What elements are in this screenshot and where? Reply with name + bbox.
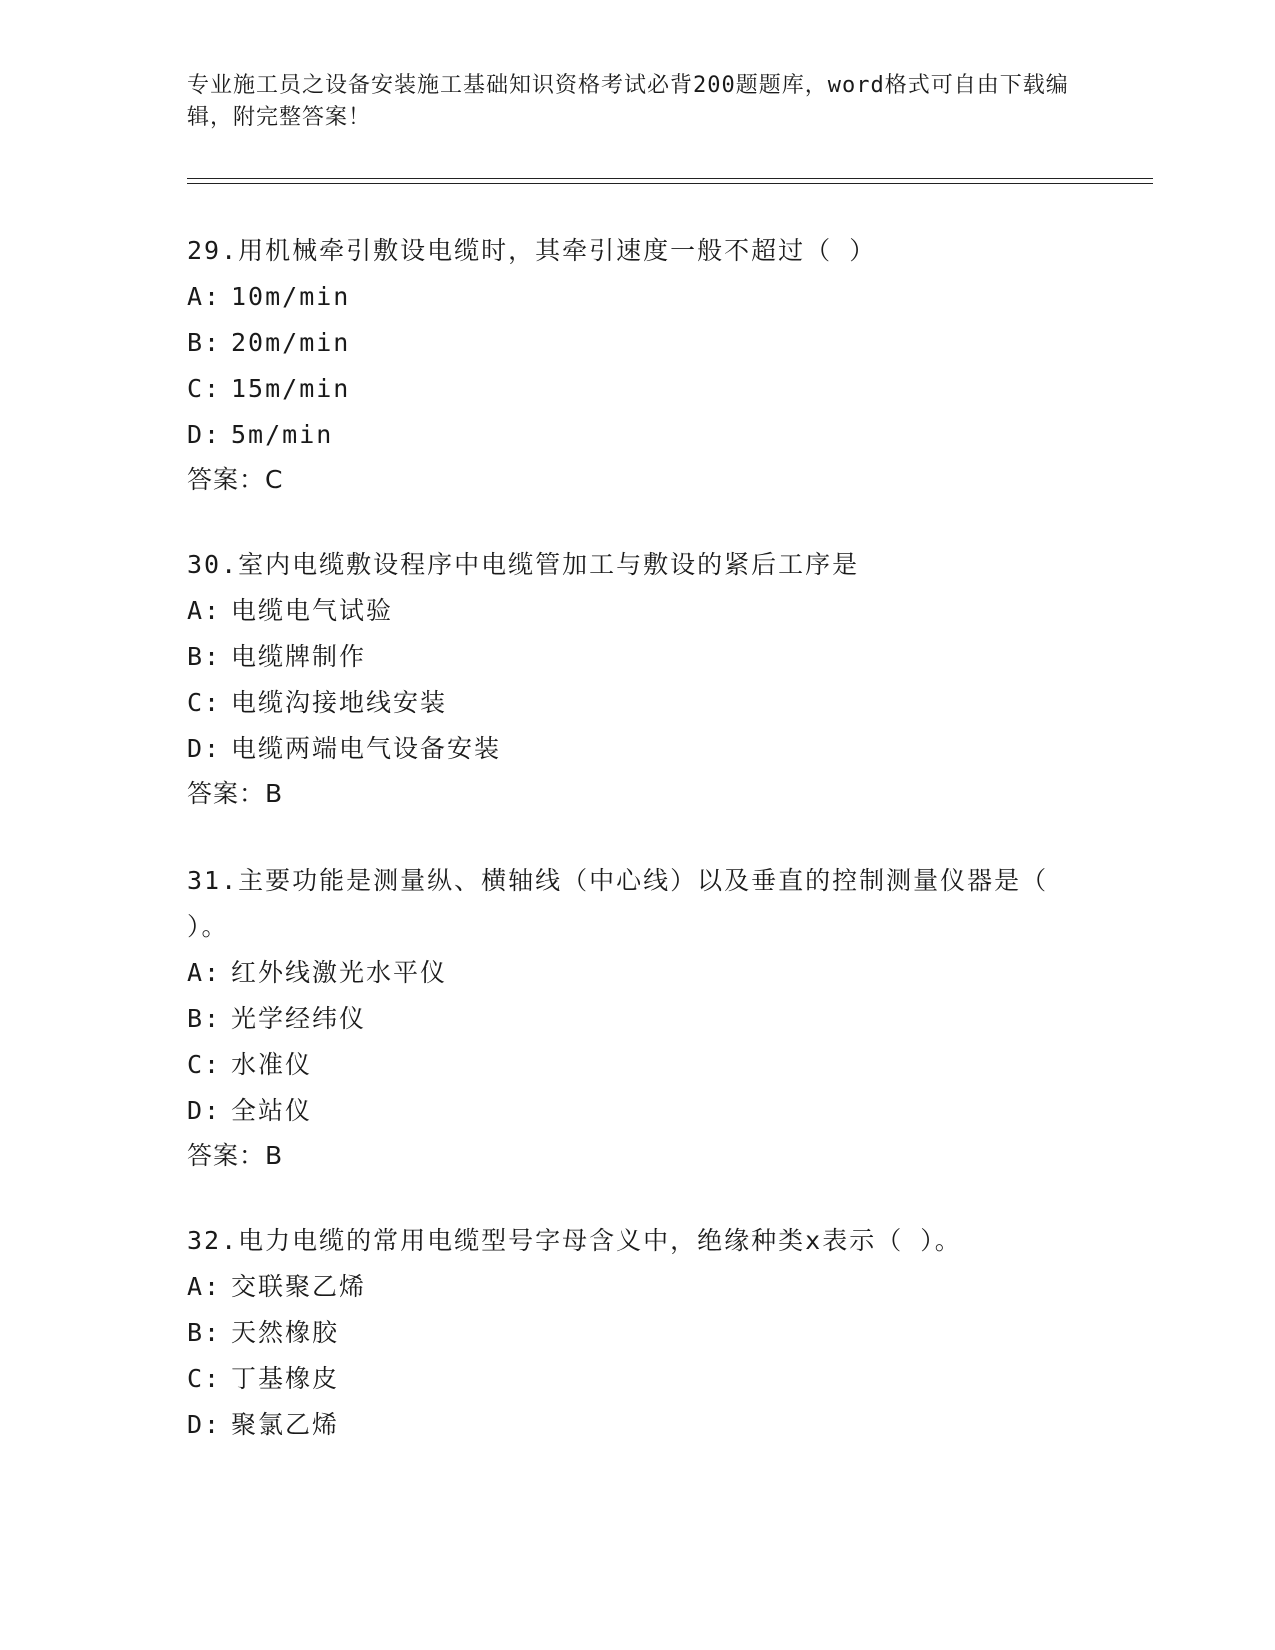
option-letter: B:: [187, 642, 222, 671]
option-text: 电缆牌制作: [231, 642, 367, 671]
option-letter: A:: [187, 1272, 222, 1301]
option-a: [187, 950, 1087, 996]
option-letter: A:: [187, 596, 222, 625]
option-text: 光学经纬仪: [231, 1004, 367, 1033]
option-text: 红外线激光水平仪: [231, 958, 448, 987]
question-30: [187, 542, 1087, 816]
header-divider: [187, 178, 1153, 179]
option-letter: D:: [187, 1410, 222, 1439]
option-letter: C:: [187, 374, 222, 403]
option-letter: D:: [187, 420, 222, 449]
option-text: 10m/min: [231, 282, 351, 311]
option-a: [187, 1264, 1087, 1310]
answer-line: 答案：B: [187, 1141, 284, 1170]
question-title: 31.主要功能是测量纵、横轴线（中心线）以及垂直的控制测量仪器是（ ）。: [187, 866, 1049, 941]
option-text: 5m/min: [231, 420, 334, 449]
option-text: 水准仪: [231, 1050, 313, 1079]
option-text: 15m/min: [231, 374, 351, 403]
option-c: [187, 1356, 1087, 1402]
option-letter: C:: [187, 1364, 222, 1393]
option-text: 全站仪: [231, 1096, 313, 1125]
document-header: 专业施工员之设备安装施工基础知识资格考试必背200题题库，word格式可自由下载编辑，附完整答案！: [187, 73, 1069, 130]
option-text: 电缆沟接地线安装: [231, 688, 448, 717]
option-d: [187, 412, 1087, 458]
option-letter: B:: [187, 1318, 222, 1347]
option-letter: A:: [187, 958, 222, 987]
option-text: 天然橡胶: [231, 1318, 340, 1347]
option-b: [187, 1310, 1087, 1356]
option-text: 20m/min: [231, 328, 351, 357]
option-text: 交联聚乙烯: [231, 1272, 367, 1301]
option-b: [187, 996, 1087, 1042]
option-a: [187, 588, 1087, 634]
option-d: [187, 1402, 1087, 1448]
option-c: [187, 680, 1087, 726]
option-letter: B:: [187, 328, 222, 357]
option-c: [187, 1042, 1087, 1088]
option-text: 聚氯乙烯: [231, 1410, 340, 1439]
option-letter: C:: [187, 1050, 222, 1079]
option-text: 电缆两端电气设备安装: [231, 734, 502, 763]
question-32: [187, 1218, 1087, 1448]
question-29: [187, 228, 1087, 502]
option-letter: A:: [187, 282, 222, 311]
option-c: [187, 366, 1087, 412]
option-letter: B:: [187, 1004, 222, 1033]
option-a: [187, 274, 1087, 320]
option-d: [187, 1088, 1087, 1134]
option-b: [187, 320, 1087, 366]
answer-line: 答案：C: [187, 465, 284, 494]
option-letter: D:: [187, 734, 222, 763]
option-letter: D:: [187, 1096, 222, 1125]
option-letter: C:: [187, 688, 222, 717]
question-title: 32.电力电缆的常用电缆型号字母含义中，绝缘种类x表示（ ）。: [187, 1226, 962, 1255]
option-text: 电缆电气试验: [231, 596, 394, 625]
question-31: [187, 858, 1087, 1178]
option-d: [187, 726, 1087, 772]
header-divider: [187, 183, 1153, 184]
question-title: 30.室内电缆敷设程序中电缆管加工与敷设的紧后工序是: [187, 550, 860, 579]
answer-line: 答案：B: [187, 779, 284, 808]
option-text: 丁基橡皮: [231, 1364, 340, 1393]
question-title: 29.用机械牵引敷设电缆时，其牵引速度一般不超过（ ）: [187, 236, 877, 265]
option-b: [187, 634, 1087, 680]
